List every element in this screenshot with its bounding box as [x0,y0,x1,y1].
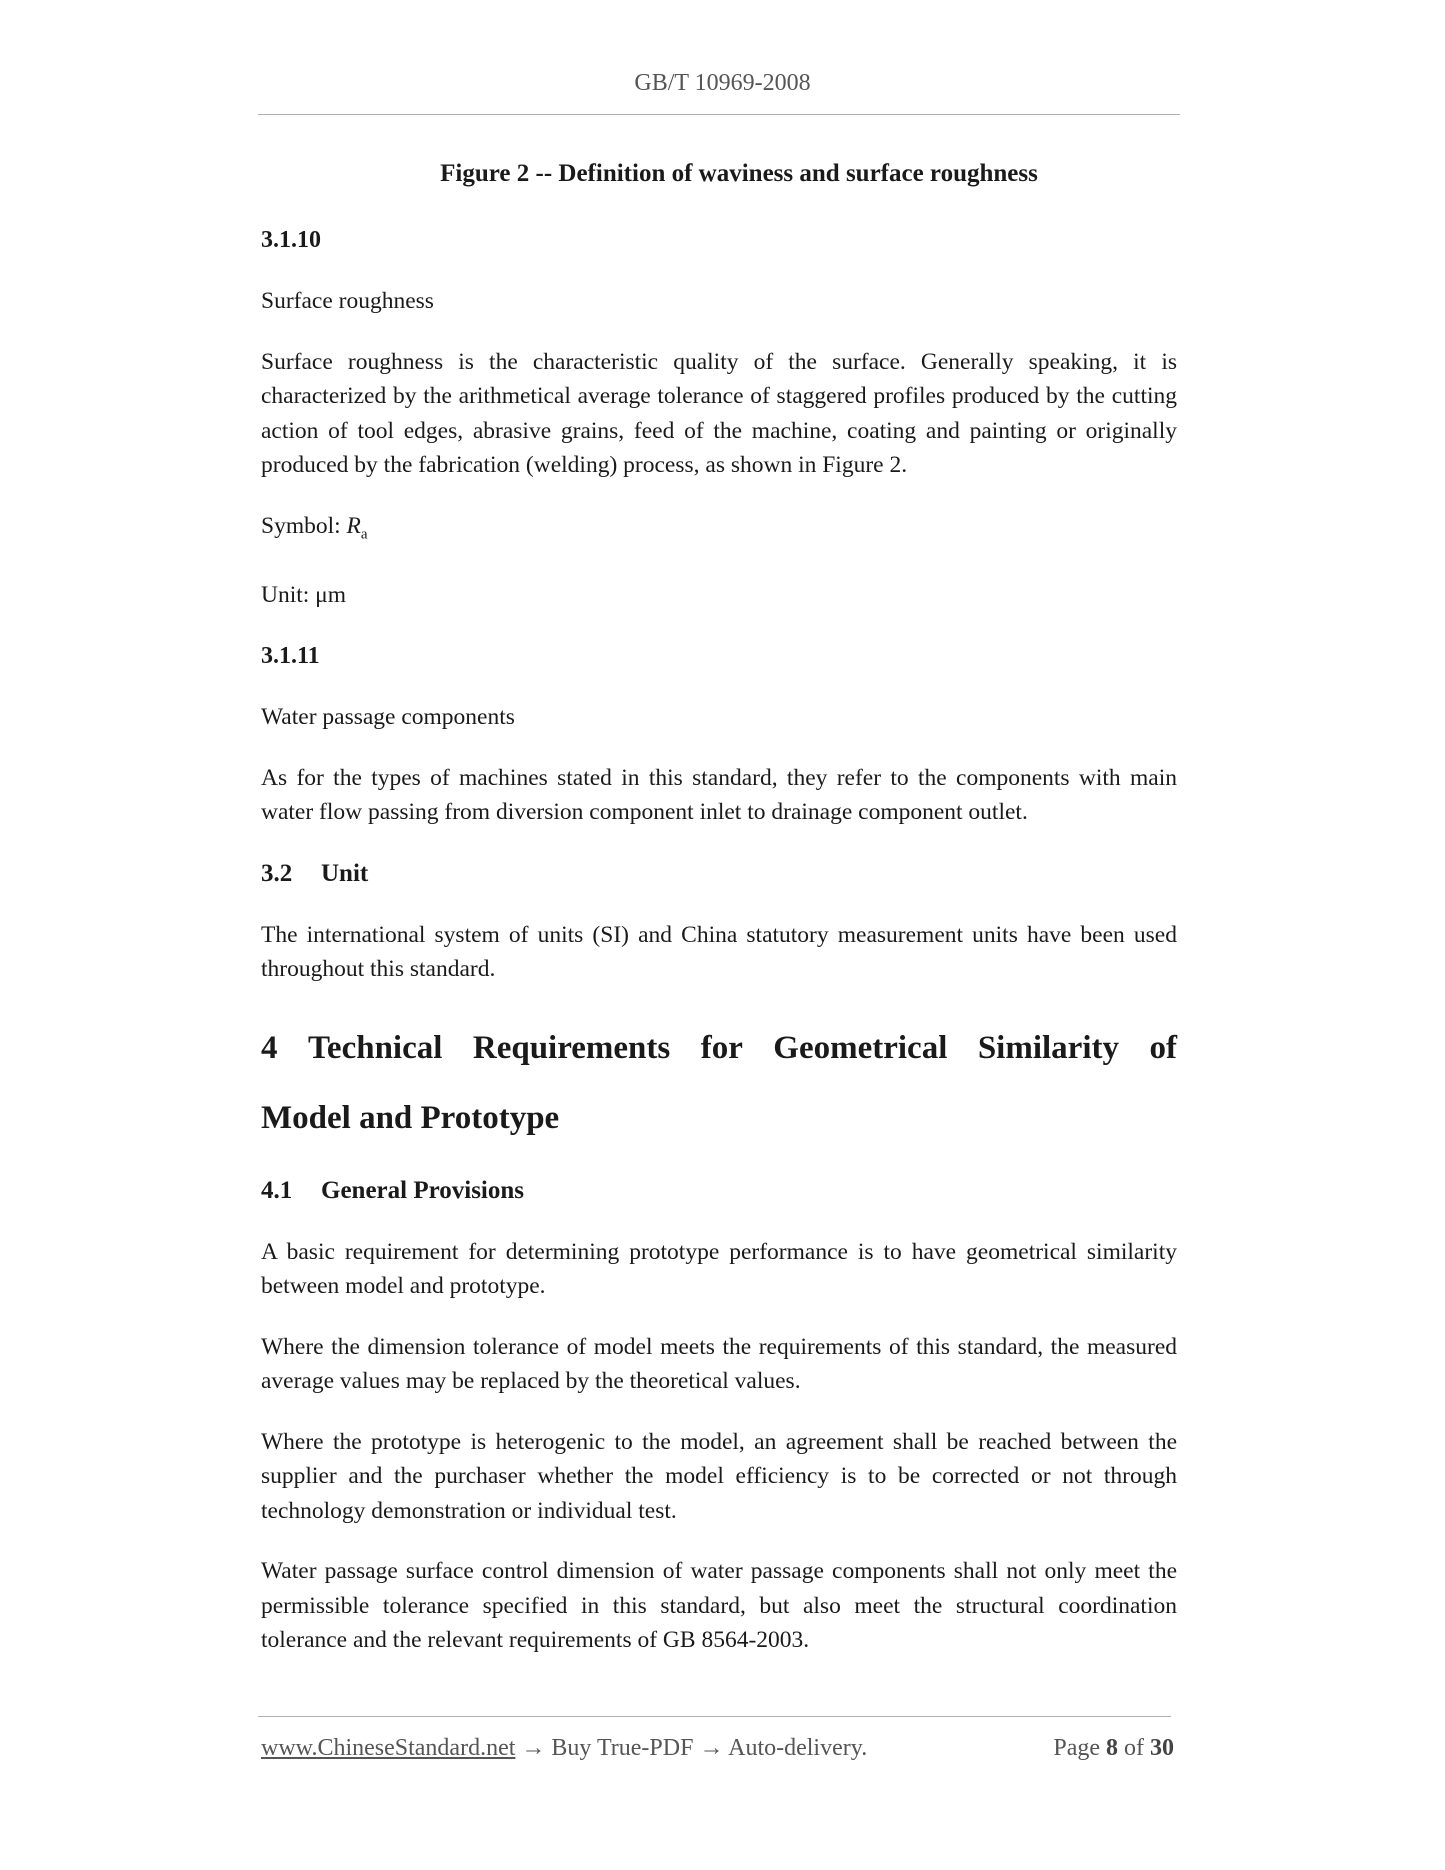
chapter-heading-line-2: Model and Prototype [261,1099,560,1136]
chapter-number: 4 [261,1029,278,1066]
definition-water-passage-components: As for the types of machines stated in this standard, they refer to the components with main water flow passing from diversion component inlet to drainage component outlet. [261,764,1177,826]
heading-word: Geometrical [773,1029,948,1066]
page-total: 30 [1150,1735,1174,1761]
term-surface-roughness: Surface roughness [261,288,434,314]
chapter-heading-line-1 [261,1013,1177,1083]
heading-word: Technical [307,1029,443,1066]
page-number: 8 [1106,1735,1118,1761]
term-water-passage-components: Water passage components [261,704,515,731]
section-title: General Provisions [321,1176,525,1204]
chapter-heading-4 [261,1013,1177,1153]
section-heading-4-1 [261,1173,1177,1209]
section-number: 3.2 [261,859,293,887]
paragraph: A basic requirement for determining prototype performance is to have geometrical similarity between model and prototype. [261,1238,1177,1300]
page-body [261,156,1177,1684]
clause-number-3-1-10: 3.1.10 [261,227,321,253]
symbol-subscript: a [360,526,368,543]
section-number: 4.1 [261,1176,293,1204]
site-link[interactable]: www.ChineseStandard.net [261,1735,516,1761]
paragraph: Where the prototype is heterogenic to the model, an agreement shall be reached between the supplier and the purchaser whether the model efficiency is to be corrected or not through technology demonstration or individual test. [261,1428,1177,1524]
paragraph: Where the dimension tolerance of model meets the requirements of this standard, the measured average values may be replaced by the theoretical values. [261,1333,1177,1395]
heading-word: Requirements [472,1029,671,1066]
footer-tail: → Buy True-PDF → Auto-delivery. [515,1735,868,1761]
paragraph: Water passage surface control dimension of water passage components shall not only meet the permissible tolerance specified in this standard, but also meet the structural coordination tolerance and the relevant requirements of GB 8564-2003. [261,1558,1177,1654]
section-3-2-text: The international system of units (SI) and China statutory measurement units have been used throughout this standard. [261,921,1177,983]
heading-word: of [1149,1029,1177,1066]
symbol-label: Symbol: [261,512,347,539]
symbol-main: R [346,512,361,539]
page-indicator: Page 8 of 30 [1053,1735,1174,1761]
heading-word: Similarity [977,1029,1119,1066]
heading-word: for [700,1029,743,1066]
symbol-line [261,509,1177,552]
footer-divider [258,1716,1171,1717]
unit-line: Unit: μm [261,581,347,608]
page-footer [261,1735,1174,1762]
header-divider [258,114,1180,115]
section-title: Unit [321,859,369,887]
figure-caption: Figure 2 -- Definition of waviness and surface roughness [440,160,1038,187]
clause-number-3-1-11: 3.1.11 [261,643,320,670]
definition-surface-roughness: Surface roughness is the characteristic quality of the surface. Generally speaking, it is characterized by the arithmetical average tolerance of staggered profiles produced by the cutting action of tool edges, abrasive grains, feed of the machine, coating and painting or originally produced by the fabrication (welding) process, as shown in Figure 2. [261,348,1177,478]
running-header: GB/T 10969-2008 [634,70,811,96]
section-heading-3-2 [261,856,1177,892]
footer-promo [261,1735,867,1762]
